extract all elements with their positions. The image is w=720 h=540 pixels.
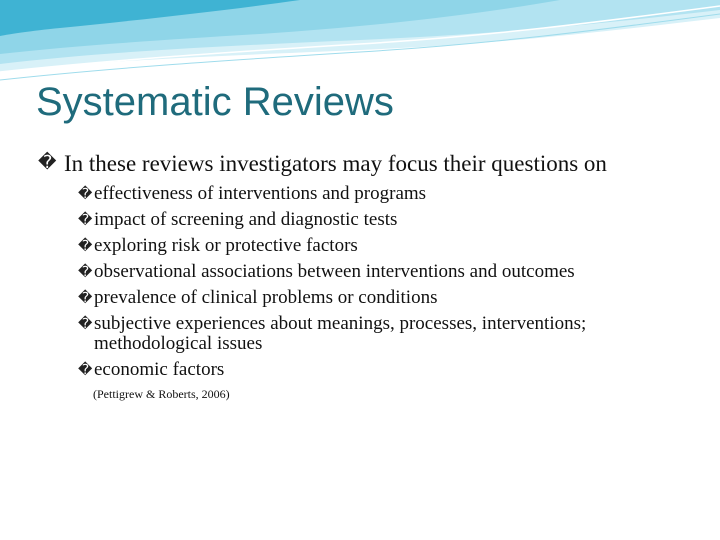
- sub-bullet-item: [60, 210, 678, 230]
- bullet-marker-icon: �: [78, 264, 93, 280]
- sub-bullet-text: prevalence of clinical problems or conditions: [94, 287, 438, 308]
- sub-bullet-text: observational associations between interventions and outcomes: [94, 261, 575, 282]
- sub-bullet-item: [60, 236, 678, 256]
- decorative-wave-header: [0, 0, 720, 90]
- bullet-marker-icon: �: [78, 212, 93, 228]
- slide-title: Systematic Reviews: [36, 80, 394, 124]
- sub-bullet-item: [60, 314, 678, 354]
- sub-bullet-text: economic factors: [94, 359, 225, 380]
- sub-bullet-text: effectiveness of interventions and programs: [94, 183, 427, 204]
- main-bullet: [38, 152, 678, 176]
- sub-bullet-item: [60, 360, 678, 380]
- sub-bullet-item: [60, 184, 678, 204]
- sub-bullet-item: [60, 288, 678, 308]
- sub-bullet-text: impact of screening and diagnostic tests: [94, 209, 398, 230]
- bullet-marker-icon: �: [78, 316, 93, 332]
- bullet-marker-icon: �: [38, 152, 57, 173]
- sub-bullet-text: exploring risk or protective factors: [94, 235, 358, 256]
- bullet-marker-icon: �: [78, 362, 93, 378]
- citation: (Pettigrew & Roberts, 2006): [93, 387, 230, 401]
- bullet-marker-icon: �: [78, 238, 93, 254]
- main-bullet-text: In these reviews investigators may focus their questions on: [64, 151, 607, 176]
- sub-bullet-list: [38, 184, 678, 380]
- sub-bullet-text: subjective experiences about meanings, processes, interventions; methodological issues: [94, 313, 587, 354]
- slide-body: [38, 152, 678, 402]
- sub-bullet-item: [60, 262, 678, 282]
- bullet-marker-icon: �: [78, 186, 93, 202]
- bullet-marker-icon: �: [78, 290, 93, 306]
